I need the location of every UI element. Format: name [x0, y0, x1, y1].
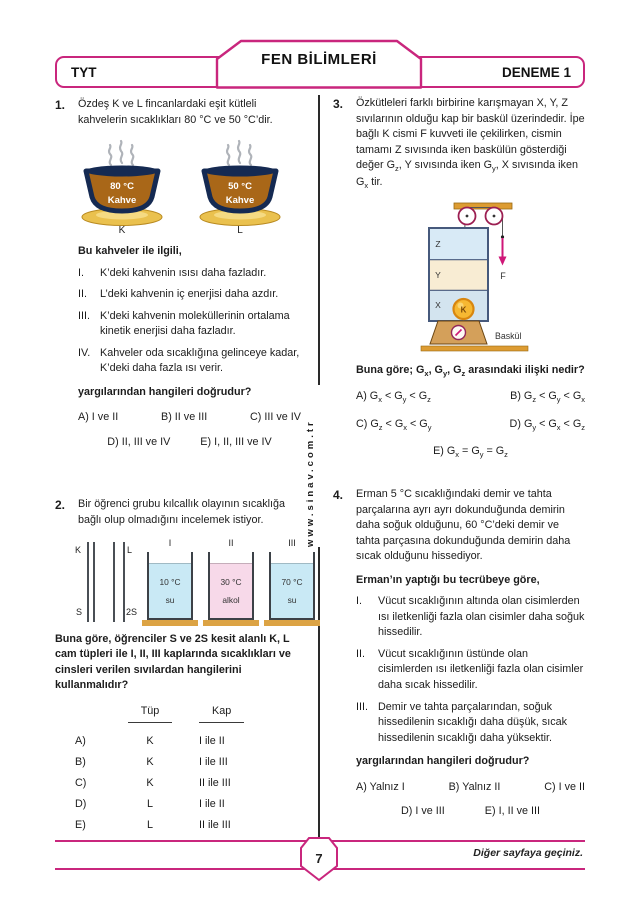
coffee-cups-figure	[55, 138, 301, 236]
table-row	[75, 773, 301, 794]
table-row	[75, 731, 301, 752]
beaker-vessel	[208, 552, 254, 620]
option: B) II ve III	[161, 411, 208, 424]
exam-series-label: DENEME 1	[501, 64, 571, 80]
beaker-liquid	[210, 563, 252, 618]
option: E) $G_x = G_y = G_z$	[433, 445, 508, 460]
question-number: 1.	[55, 98, 66, 112]
beaker-1	[142, 537, 198, 625]
table-col-header: Tüp	[128, 704, 173, 724]
tube-wall	[87, 542, 89, 622]
beaker-label: I	[168, 538, 172, 549]
tube-label: L	[127, 544, 133, 555]
steam-icon	[227, 141, 251, 165]
capillarity-figure	[73, 537, 301, 625]
cap-cell: II ile III	[199, 777, 231, 790]
coffee-cup-L	[189, 138, 293, 236]
scale-pulley-figure	[407, 199, 542, 355]
option-letter: B)	[75, 756, 86, 769]
option: C) III ve IV	[250, 411, 301, 424]
layer-label-y: Y	[435, 270, 441, 281]
answer-table	[75, 704, 301, 837]
option-letter: D)	[75, 798, 87, 811]
option: B) $G_z < G_y < G_x$	[510, 390, 585, 405]
question-2	[55, 497, 301, 836]
option: D) $G_y < G_x < G_z$	[509, 418, 585, 433]
question-3	[333, 96, 585, 461]
question-text: Özdeş K ve L fincanlardaki eşit kütleli kahvelerin sıcaklıkları 80 °C ve 50 °C’dir.	[78, 98, 273, 126]
liquid-name: su	[287, 594, 297, 605]
statement-row	[356, 700, 585, 747]
question-lead: Bu kahveler ile ilgili,	[78, 245, 182, 258]
glass-tubes-figure	[73, 538, 137, 626]
tube-cell: K	[146, 735, 154, 748]
option: E) I, II, III ve IV	[200, 436, 272, 449]
tube-wall	[93, 542, 95, 622]
tube-cell: K	[146, 777, 154, 790]
steam-icon	[109, 141, 133, 165]
cup-name-label: K	[118, 225, 126, 237]
page-number: 7	[315, 851, 323, 866]
statement-text: Demir ve tahta parçalarından, soğuk hissedilenin sıcaklığı daha düşük, sıcak hissedilenin sıcaklığı daha yüksektir.	[378, 700, 568, 744]
table-row	[75, 794, 301, 815]
cup-temp-label: 80 °C	[110, 181, 134, 193]
statement-row	[78, 346, 301, 377]
question-4	[333, 487, 585, 820]
question-text: Bir öğrenci grubu kılcallık olayının sıcaklığa bağlı olup olmadığını incelemek istiyor.	[78, 498, 286, 526]
subject-title: FEN BİLİMLERİ	[261, 51, 377, 68]
table-row	[75, 815, 301, 836]
statement-text: Vücut sıcaklığının altında olan cisimlerden ısı iletkenliği fazla olan cisimler daha soğuk hissedilir.	[378, 595, 585, 639]
cup-rim	[86, 166, 159, 177]
option: D) II, III ve IV	[107, 436, 171, 449]
statement-row	[356, 594, 585, 641]
statement-num: I.	[78, 266, 84, 279]
question-text: Erman 5 °C sıcaklığındaki demir ve tahta parçalarına ayrı ayrı dokunduğunda demirin daha soğuk olduğunu, 60 °C’deki demir ve tahta parçasına dokunduğunda demirin daha sıcak olduğunu hissediyor.	[356, 488, 571, 563]
beaker-liquid	[271, 563, 313, 618]
option: A) $G_x < G_y < G_z$	[356, 390, 431, 405]
header-right-box	[398, 56, 585, 88]
beaker-base	[203, 620, 259, 626]
question-lead: Erman’ın yaptığı bu tecrübeye göre,	[356, 573, 540, 586]
layer-label-z: Z	[435, 239, 441, 250]
liquid-temp: 30 °C	[220, 577, 242, 588]
statement-text: K’deki kahvenin ısısı daha fazladır.	[100, 266, 267, 279]
option: E) I, II ve III	[484, 805, 540, 818]
header-left-box	[55, 56, 241, 88]
option: C) $G_z < G_x < G_y$	[356, 418, 432, 433]
statement-row	[78, 309, 301, 340]
question-number: 4.	[333, 488, 344, 502]
option: A) I ve II	[78, 411, 119, 424]
cup-rim	[204, 166, 277, 177]
beaker-label: III	[288, 538, 296, 549]
table-row	[75, 752, 301, 773]
liquid-name: su	[165, 594, 175, 605]
liquid-name: alkol	[222, 594, 240, 605]
statement-text: Kahveler oda sıcaklığına gelinceye kadar, K’deki daha fazla ısı verir.	[100, 346, 300, 375]
cup-drink-label: Kahve	[107, 195, 137, 207]
beaker-vessel	[269, 552, 315, 620]
tube-wall	[123, 542, 125, 622]
beaker-base	[142, 620, 198, 626]
question-prompt: yargılarından hangileri doğrudur?	[356, 755, 530, 768]
statement-row	[78, 287, 301, 303]
cup-temp-label: 50 °C	[228, 181, 252, 193]
option: D) I ve III	[401, 805, 445, 818]
page-number-badge	[299, 836, 339, 882]
ground	[421, 346, 528, 351]
question-number: 3.	[333, 97, 344, 111]
statement-row	[356, 647, 585, 694]
question-prompt: yargılarından hangileri doğrudur?	[78, 385, 252, 398]
liquid-temp: 10 °C	[159, 577, 181, 588]
statement-text: Vücut sıcaklığının üstünde olan cisimlerden ısı iletkenliği fazla olan cisimler daha sıcak hissedilir.	[378, 647, 584, 692]
column-divider	[318, 95, 320, 385]
statement-num: III.	[78, 309, 90, 322]
cap-cell: I ile II	[199, 798, 225, 811]
option: C) I ve II	[544, 780, 585, 793]
statement-num: IV.	[78, 346, 91, 359]
object-label: K	[460, 305, 467, 315]
option: A) Yalnız I	[356, 780, 405, 793]
tube-section-label: 2S	[126, 606, 138, 617]
statement-text: L’deki kahvenin iç enerjisi daha azdır.	[100, 288, 279, 301]
exam-type-label: TYT	[71, 64, 97, 80]
beaker-base	[264, 620, 320, 626]
beaker-label: II	[228, 538, 234, 549]
statement-row	[78, 266, 301, 282]
beaker-2	[203, 537, 259, 625]
question-number: 2.	[55, 498, 66, 512]
tube-cell: L	[146, 798, 153, 811]
cup-drink-label: Kahve	[225, 195, 255, 207]
layer-label-x: X	[435, 300, 441, 311]
tube-section-label: S	[76, 606, 83, 617]
tube-cell: K	[146, 756, 154, 769]
force-arrowhead	[499, 257, 507, 266]
tube-cell: L	[146, 819, 153, 832]
option-letter: A)	[75, 735, 86, 748]
coffee-cup-K	[71, 138, 175, 236]
beaker-liquid	[149, 563, 191, 618]
force-label: F	[500, 271, 506, 282]
cup-name-label: L	[237, 225, 243, 237]
option: B) Yalnız II	[448, 780, 501, 793]
table-col-header: Kap	[199, 704, 244, 724]
statement-text: K’deki kahvenin moleküllerinin ortalama kinetik enerjisi daha fazladır.	[100, 309, 290, 338]
question-1	[55, 97, 301, 451]
subject-banner	[215, 39, 423, 89]
next-page-note: Diğer sayfaya geçiniz.	[473, 847, 583, 859]
scale-label: Baskül	[495, 331, 522, 342]
statement-num: I.	[356, 595, 362, 608]
liquid-temp: 70 °C	[281, 577, 303, 588]
option-letter: E)	[75, 819, 86, 832]
question-text: Özkütleleri farklı birbirine karışmayan X, Y, Z sıvılarının olduğu kap bir baskül üzerindedir. İpe bağlı K cismi F kuvveti ile çekilirken, cismin tamamı Z sıvısında iken baskülün gösterdiği değer $G_z$, Y sıvısında iken $G_y$, X sıvısında iken $G_x$ tir.	[356, 97, 585, 191]
cap-cell: II ile III	[199, 819, 231, 832]
tube-wall	[113, 542, 115, 622]
cap-cell: I ile II	[199, 735, 225, 748]
statement-num: III.	[356, 700, 368, 713]
option-letter: C)	[75, 777, 87, 790]
cap-cell: I ile III	[199, 756, 228, 769]
beaker-vessel	[147, 552, 193, 620]
question-prompt: Buna göre, öğrenciler S ve 2S kesit alanlı K, L cam tüpleri ile I, II, III kaplarında sıcaklıkları ve cinsleri verilen sıvılardan hangilerini kullanmalıdır?	[55, 632, 291, 692]
publisher-watermark: www.sinav.com.tr	[305, 419, 316, 547]
question-prompt: Buna göre; $G_x$, $G_y$, $G_z$ arasındaki ilişki nedir?	[356, 364, 585, 379]
tube-label: K	[75, 544, 82, 555]
statement-num: II.	[356, 647, 365, 660]
beaker-3	[264, 537, 320, 625]
statement-num: II.	[78, 288, 87, 301]
